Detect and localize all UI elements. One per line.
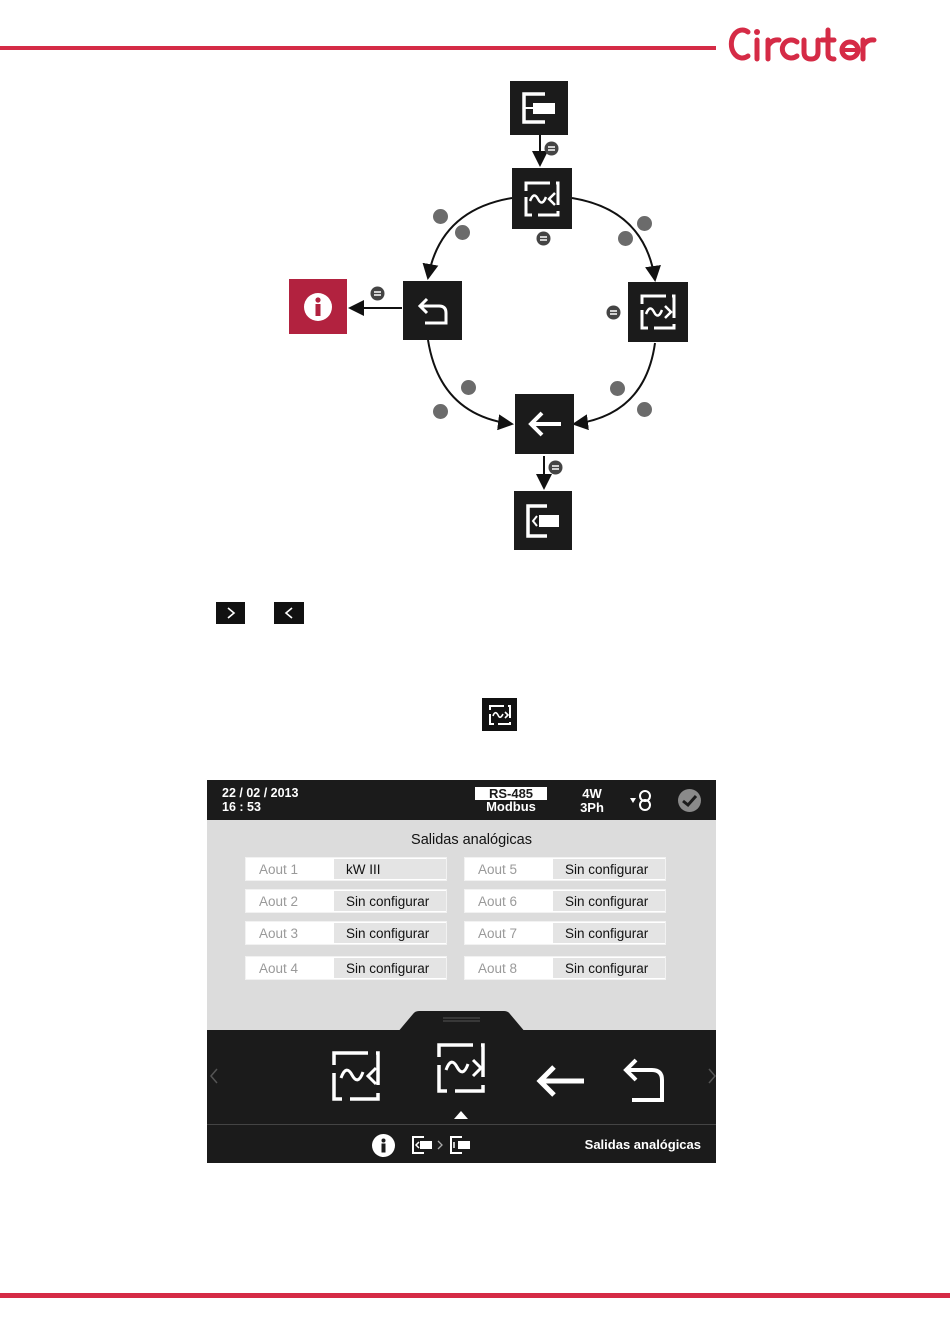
analog-output-prev-icon[interactable] — [331, 1050, 383, 1107]
output-row[interactable] — [245, 921, 447, 945]
output-value: Sin configurar — [565, 961, 649, 976]
device-header — [207, 780, 716, 820]
analog-output-prev-icon — [512, 168, 572, 229]
status-bar — [207, 1124, 716, 1163]
output-value-field[interactable] — [334, 859, 446, 879]
date-time — [222, 786, 298, 814]
menu-button-icon — [548, 460, 563, 480]
selected-indicator-icon — [453, 1107, 469, 1125]
wiring-wires: 4W — [582, 786, 602, 801]
screen-title: Salidas analógicas — [411, 832, 532, 848]
output-value: Sin configurar — [565, 926, 649, 941]
status-label: Salidas analógicas — [584, 1137, 701, 1152]
output-row[interactable] — [464, 921, 666, 945]
menu-button-icon — [536, 231, 551, 251]
wiring-indicator — [572, 787, 612, 815]
analog-output-next-icon[interactable] — [436, 1042, 488, 1099]
key-left-icon — [274, 602, 304, 624]
exit-menu-icon — [410, 1134, 434, 1156]
breadcrumb-chevron-icon — [436, 1139, 444, 1151]
menu-button-icon — [606, 305, 621, 325]
button-dot — [637, 402, 652, 417]
analog-outputs-config-icon — [510, 81, 568, 135]
output-label: Aout 7 — [478, 926, 518, 941]
output-label: Aout 3 — [259, 926, 299, 941]
analog-output-next-icon — [628, 282, 688, 342]
output-label: Aout 1 — [259, 862, 299, 877]
button-dot — [610, 381, 625, 396]
output-value: Sin configurar — [346, 894, 430, 909]
button-dot — [618, 231, 633, 246]
comm-protocol: Modbus — [486, 799, 536, 814]
output-row[interactable] — [464, 956, 666, 980]
scroll-right-icon[interactable] — [705, 1066, 716, 1091]
output-value-field[interactable] — [553, 923, 665, 943]
output-row[interactable] — [245, 889, 447, 913]
transformer-icon — [628, 789, 656, 818]
check-status-icon — [677, 788, 702, 818]
output-value: Sin configurar — [346, 961, 430, 976]
wiring-phases: 3Ph — [580, 800, 604, 815]
output-row[interactable] — [464, 857, 666, 881]
output-value-field[interactable] — [334, 923, 446, 943]
back-arrow-icon[interactable] — [534, 1059, 586, 1108]
analog-outputs-config-icon — [448, 1134, 472, 1156]
navigation-diagram — [0, 0, 950, 560]
output-label: Aout 4 — [259, 961, 299, 976]
exit-menu-icon — [514, 491, 572, 550]
output-value: Sin configurar — [346, 926, 430, 941]
comm-port: RS-485 — [475, 787, 547, 800]
output-value-field[interactable] — [334, 891, 446, 911]
return-icon[interactable] — [616, 1054, 666, 1113]
output-label: Aout 8 — [478, 961, 518, 976]
analog-output-next-icon — [482, 698, 517, 731]
key-right-icon — [216, 602, 245, 624]
button-dot — [637, 216, 652, 231]
button-dot — [461, 380, 476, 395]
output-value-field[interactable] — [553, 891, 665, 911]
output-label: Aout 5 — [478, 862, 518, 877]
menu-button-icon — [544, 141, 559, 161]
comm-indicator — [475, 787, 547, 814]
device-screen — [207, 780, 716, 1163]
info-icon — [289, 279, 347, 334]
button-dot — [433, 209, 448, 224]
date: 22 / 02 / 2013 — [222, 786, 299, 800]
output-row[interactable] — [245, 857, 447, 881]
output-label: Aout 2 — [259, 894, 299, 909]
output-value-field[interactable] — [553, 958, 665, 978]
output-value: Sin configurar — [565, 862, 649, 877]
button-dot — [433, 404, 448, 419]
output-value-field[interactable] — [334, 958, 446, 978]
output-row[interactable] — [464, 889, 666, 913]
button-dot — [455, 225, 470, 240]
output-value: Sin configurar — [565, 894, 649, 909]
back-arrow-icon — [515, 394, 574, 454]
return-icon — [403, 281, 462, 340]
output-row[interactable] — [245, 956, 447, 980]
output-value: kW III — [346, 862, 381, 877]
output-value-field[interactable] — [553, 859, 665, 879]
menu-button-icon — [370, 286, 385, 306]
time: 16 : 53 — [222, 800, 261, 814]
output-label: Aout 6 — [478, 894, 518, 909]
scroll-left-icon[interactable] — [207, 1066, 221, 1091]
info-status-icon — [371, 1133, 396, 1158]
footer-rule — [0, 1293, 950, 1298]
